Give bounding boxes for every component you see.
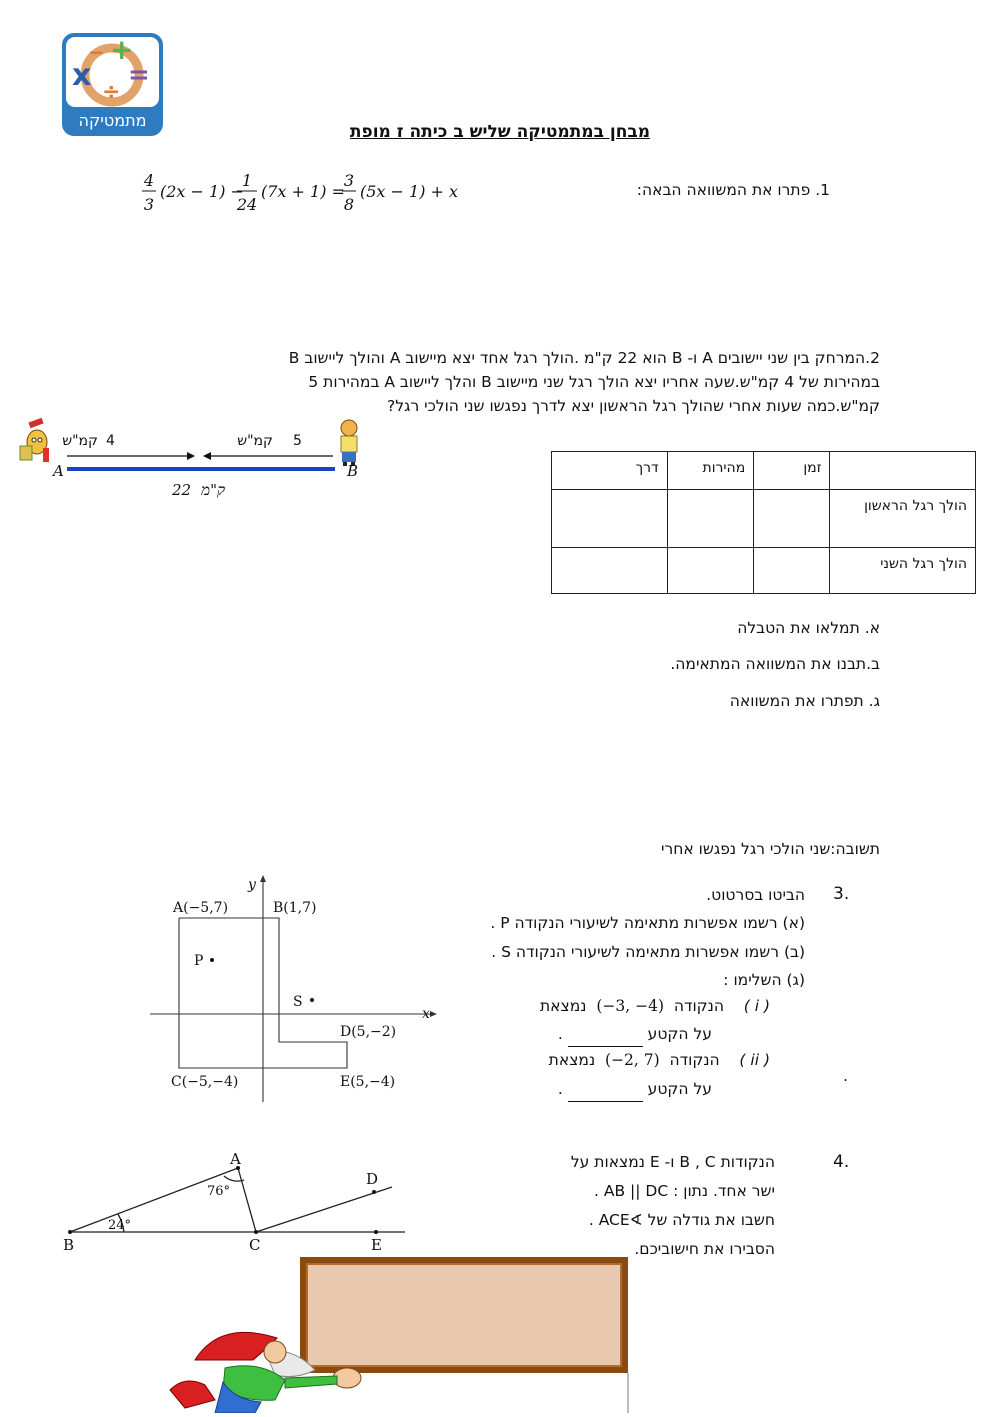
logo-divide-icon: ÷ bbox=[102, 80, 121, 105]
table-cell[interactable] bbox=[667, 548, 754, 594]
q1-equation bbox=[140, 170, 460, 220]
distance-value: 22 bbox=[172, 481, 192, 499]
q2-line2: במהירות של 4 קמ"ש.שעה אחריו יצא הולך רגל שני מיישוב B והלך ליישוב A במהירות 5 bbox=[308, 373, 880, 391]
label-d: D(5,−2) bbox=[340, 1024, 397, 1040]
q3-part-b: (ב) רשמו אפשרות מתאימה לשיעורי הנקודה S . bbox=[491, 943, 805, 961]
label-s: S bbox=[293, 994, 303, 1010]
q3-i-post: נמצאת bbox=[540, 997, 587, 1015]
q3-i-pre: הנקודה bbox=[673, 997, 724, 1015]
logo-equals-icon: = bbox=[128, 60, 150, 90]
distance-unit: ק"מ bbox=[201, 481, 225, 499]
table-header-label bbox=[830, 452, 976, 490]
q2-text bbox=[180, 346, 880, 418]
q3-number: 3. bbox=[833, 884, 850, 904]
q3-part-a: (א) רשמו אפשרות מתאימה לשיעורי הנקודה P . bbox=[490, 914, 805, 932]
logo bbox=[62, 33, 163, 136]
point-b-label: B bbox=[347, 462, 359, 480]
eq-frac3-den: 8 bbox=[343, 195, 355, 214]
speed-b-value: 5 bbox=[293, 433, 302, 449]
table-cell[interactable] bbox=[552, 548, 668, 594]
q1-text: 1. פתרו את המשוואה הבאה: bbox=[636, 181, 830, 199]
q2-part-a: א. תמלאו את הטבלה bbox=[737, 619, 880, 637]
eq-frac3-num: 3 bbox=[343, 171, 355, 190]
q4-line2: ישר אחד. נתון : AB || DC . bbox=[594, 1182, 775, 1200]
q2-line1: 2.המרחק בין שני יישובים A ו- B הוא 22 ק"מ .הולך רגל אחד יצא מיישוב A והולך ליישוב B bbox=[288, 349, 880, 367]
eq-frac1-num: 4 bbox=[143, 171, 155, 190]
q3-ii-post: נמצאת bbox=[548, 1051, 596, 1069]
q3-ii-line2: על הקטע bbox=[647, 1080, 712, 1098]
q2-diagram bbox=[15, 418, 375, 503]
q3-graph bbox=[145, 872, 445, 1104]
table-row-second-label: הולך רגל השני bbox=[830, 548, 976, 594]
fig-label-a: A bbox=[230, 1150, 241, 1168]
fig-label-c: C bbox=[249, 1236, 261, 1254]
q2-part-b: ב.תבנו את המשוואה המתאימה. bbox=[670, 655, 880, 673]
logo-label: מתמטיקה bbox=[78, 111, 147, 130]
q3-ii-point: (−2, 7) bbox=[605, 1051, 660, 1069]
eq-term1: (2x − 1) − bbox=[160, 182, 244, 201]
label-e: E(5,−4) bbox=[340, 1074, 396, 1090]
q3-part-c: (ג) השלימו : bbox=[723, 971, 805, 989]
q4-line3: חשבו את גודלה של ∢ACE . bbox=[588, 1211, 775, 1229]
label-c: C(−5,−4) bbox=[171, 1074, 239, 1090]
q4-line1: הנקודות B , C ו- E נמצאות על bbox=[570, 1153, 775, 1171]
table-header-distance: דרך bbox=[552, 452, 668, 490]
eq-frac2-den: 24 bbox=[236, 195, 258, 214]
q3-intro: הביטו בסרטוט. bbox=[706, 886, 805, 904]
table-cell[interactable] bbox=[667, 490, 754, 548]
eq-term3: (5x − 1) + x bbox=[360, 182, 459, 201]
point-a-label: A bbox=[53, 462, 64, 480]
q3-trailing-dot: . bbox=[843, 1067, 848, 1085]
fig-label-b: B bbox=[63, 1236, 75, 1254]
axis-y-label: y bbox=[248, 877, 256, 893]
fig-label-d: D bbox=[366, 1170, 379, 1188]
q4-number: 4. bbox=[833, 1152, 850, 1172]
q3-i-point: (−3, −4) bbox=[596, 997, 664, 1015]
q3-item-ii bbox=[480, 1048, 770, 1072]
label-b: B(1,7) bbox=[273, 900, 317, 916]
q3-item-i bbox=[480, 994, 770, 1018]
table-row-first-label: הולך רגל הראשון bbox=[830, 490, 976, 548]
q3-ii-pre: הנקודה bbox=[669, 1051, 720, 1069]
q4-line4: הסבירו את חישוביכם. bbox=[634, 1240, 775, 1258]
fig-angle-a: 76° bbox=[207, 1184, 231, 1199]
table-header-time: זמן bbox=[754, 452, 830, 490]
speed-b-unit: קמ"ש bbox=[237, 433, 273, 449]
q3-i-answer-blank[interactable] bbox=[568, 1022, 643, 1047]
label-p: P bbox=[194, 953, 204, 969]
q3-item-ii-line2: על הקטע . bbox=[530, 1077, 712, 1102]
q3-ii-tag: ( ii ) bbox=[739, 1051, 770, 1069]
table-header-speed: מהירות bbox=[667, 452, 754, 490]
table-cell[interactable] bbox=[754, 548, 830, 594]
table-cell[interactable] bbox=[552, 490, 668, 548]
walker-a-icon bbox=[20, 418, 49, 462]
label-a: A(−5,7) bbox=[173, 900, 229, 916]
fig-angle-b: 24° bbox=[108, 1218, 132, 1233]
fig-label-e: E bbox=[371, 1236, 382, 1254]
q2-line3: קמ"ש.כמה שעות אחרי שהולך רגל הראשון יצא לדרך נפגשו שני הולכי רגל? bbox=[387, 397, 880, 415]
table-cell[interactable] bbox=[754, 490, 830, 548]
q3-ii-answer-blank[interactable] bbox=[568, 1077, 643, 1102]
eq-frac1-den: 3 bbox=[143, 195, 155, 214]
q3-i-tag: ( i ) bbox=[743, 997, 770, 1015]
walker-b-icon bbox=[341, 420, 357, 466]
q3-i-line2: על הקטע bbox=[647, 1025, 712, 1043]
gnome-icon bbox=[165, 1320, 375, 1413]
axis-x-label: x bbox=[422, 1006, 430, 1022]
speed-a-unit: קמ"ש bbox=[62, 433, 98, 449]
q4-figure bbox=[60, 1150, 410, 1255]
q2-part-c: ג. תפתרו את המשוואה bbox=[729, 692, 880, 710]
eq-term2: (7x + 1) = bbox=[261, 182, 345, 201]
speed-a-value: 4 bbox=[106, 433, 115, 449]
page-title: מבחן במתמטיקה שליש ב כיתה ז מופת bbox=[349, 122, 651, 142]
logo-minus-icon: − bbox=[88, 40, 105, 64]
q2-answer: תשובה:שני הולכי רגל נפגשו אחרי bbox=[660, 840, 880, 858]
eq-frac2-num: 1 bbox=[241, 171, 253, 190]
board-stand bbox=[627, 1373, 629, 1413]
q2-table bbox=[551, 451, 976, 594]
q4-text bbox=[440, 1148, 775, 1264]
q3-item-i-line2: על הקטע . bbox=[530, 1022, 712, 1047]
logo-times-icon: x bbox=[72, 58, 92, 93]
logo-plus-icon: + bbox=[110, 33, 134, 66]
